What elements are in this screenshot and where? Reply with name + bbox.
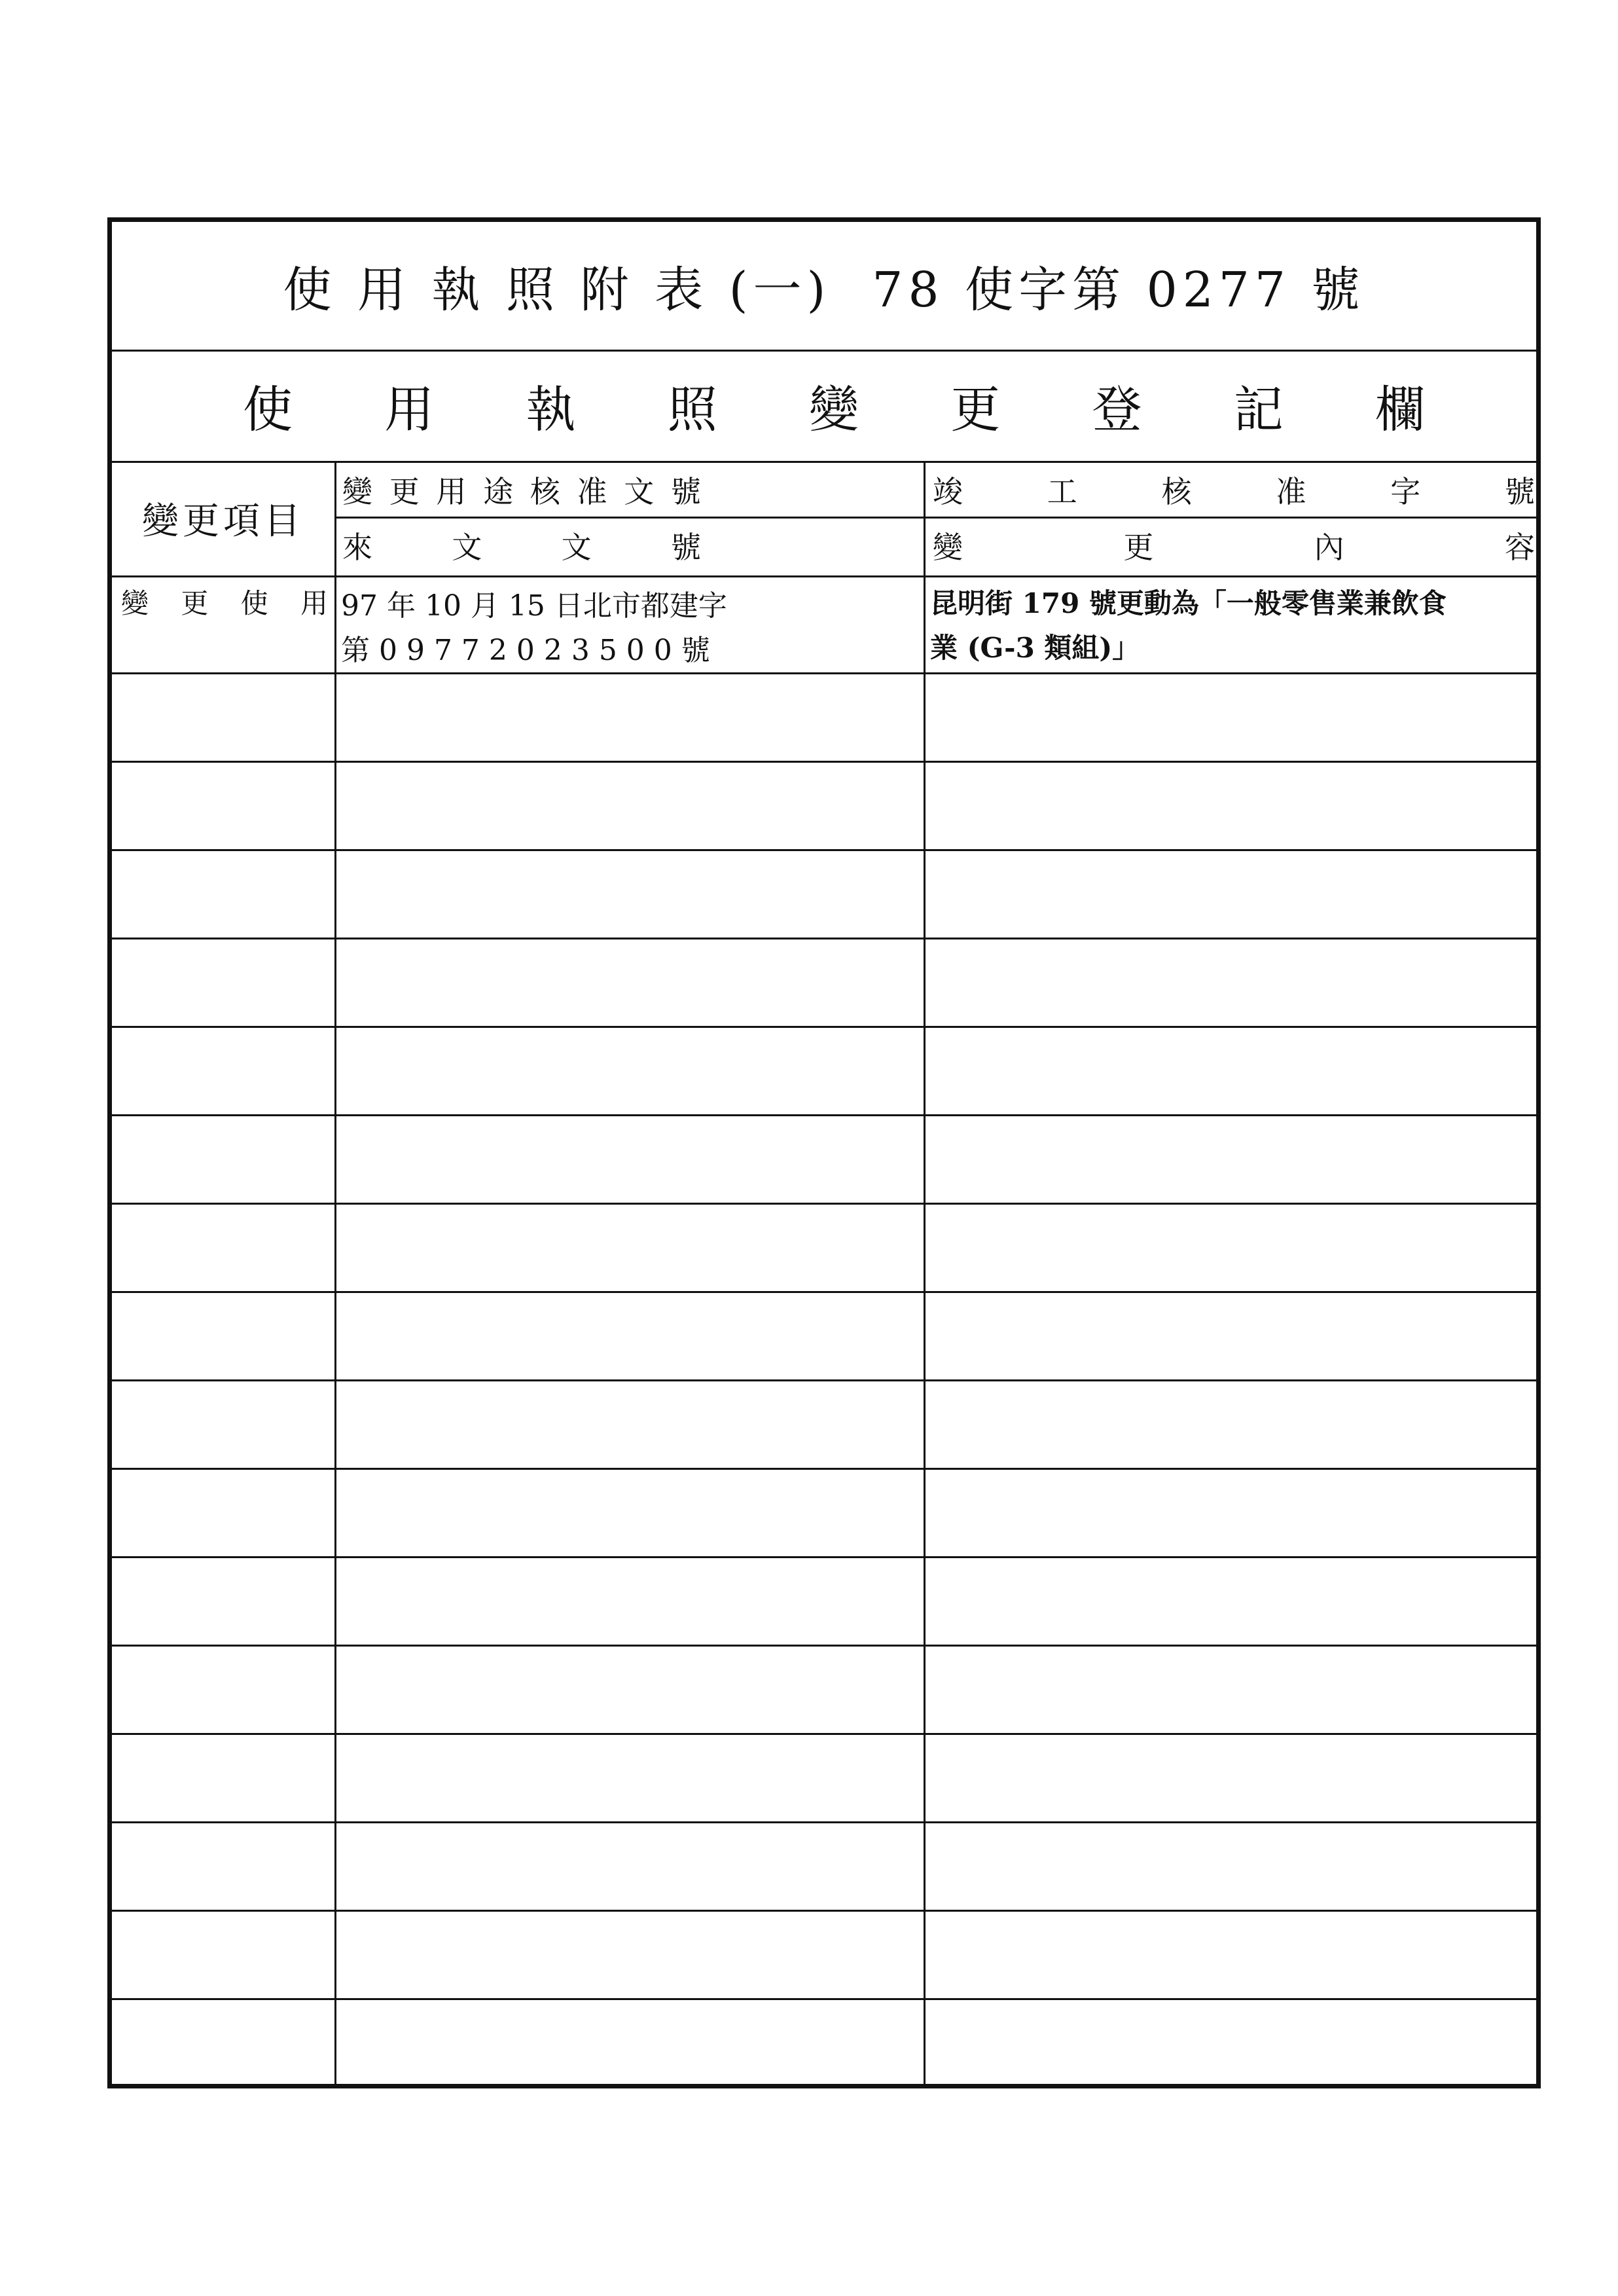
header-char: 途 [483, 474, 514, 509]
entry-content-line-2: 業 (G-3 類組)」 [930, 632, 1140, 664]
header-char: 容 [1504, 530, 1535, 565]
completion-approval-no-header [933, 464, 1535, 515]
header-char: 變 [933, 530, 963, 565]
column-divider [924, 461, 926, 2084]
header-char: 內 [1314, 530, 1344, 565]
row-line [112, 1203, 1536, 1205]
header-char: 號 [670, 474, 701, 509]
section-title-char: 變 [809, 380, 859, 439]
header-char: 變 [342, 474, 372, 509]
header-char: 更 [389, 474, 420, 509]
header-char: 核 [530, 474, 560, 509]
section-title-char: 更 [950, 380, 1001, 439]
row-line [112, 1645, 1536, 1647]
row-line [112, 1910, 1536, 1912]
section-title-char: 照 [667, 380, 717, 439]
usage-license-annex-form [107, 217, 1541, 2088]
section-title-char: 用 [384, 380, 435, 439]
divider [334, 517, 1536, 519]
entry-doc-line-2: 第 0 9 7 7 2 0 2 3 5 0 0 號 [341, 634, 710, 667]
row-line [112, 1468, 1536, 1470]
header-char: 竣 [933, 474, 963, 509]
header-char: 文 [561, 530, 592, 565]
header-char: 來 [342, 530, 372, 565]
header-char: 號 [670, 530, 701, 565]
row-line [112, 1821, 1536, 1823]
header-char: 更 [1123, 530, 1154, 565]
column-divider [334, 461, 336, 2084]
section-title-char: 欄 [1375, 380, 1425, 439]
row-line [112, 1291, 1536, 1293]
incoming-doc-no-header [342, 520, 701, 571]
section-title-char: 記 [1233, 380, 1284, 439]
entry-char: 用 [300, 587, 328, 619]
row-line [112, 849, 1536, 851]
section-title [112, 350, 1536, 461]
header-char: 號 [1504, 474, 1535, 509]
entry-change-item [121, 582, 328, 621]
change-content-header [933, 520, 1535, 571]
header-char: 文 [452, 530, 482, 565]
entry-char: 更 [181, 587, 209, 619]
entry-char: 使 [240, 587, 268, 619]
header-char: 用 [436, 474, 467, 509]
header-char: 字 [1390, 474, 1421, 509]
change-item-header: 變更項目 [142, 500, 304, 543]
section-title-char: 登 [1092, 380, 1142, 439]
row-line [112, 1998, 1536, 2000]
entry-doc-line-1: 97 年 10 月 15 日北市都建字 [341, 589, 727, 623]
row-line [112, 1379, 1536, 1381]
row-line [112, 1026, 1536, 1028]
header-char: 准 [1276, 474, 1306, 509]
approval-doc-no-header [342, 464, 701, 515]
row-line [112, 1733, 1536, 1735]
row-line [112, 761, 1536, 763]
form-title: 使 用 執 照 附 表 (一) 78 使字第 0277 號 [283, 261, 1365, 318]
header-char: 工 [1047, 474, 1077, 509]
row-line [112, 938, 1536, 939]
header-char: 文 [624, 474, 655, 509]
row-line [112, 672, 1536, 674]
section-title-char: 執 [526, 380, 576, 439]
row-line [112, 1114, 1536, 1116]
section-title-char: 使 [243, 380, 293, 439]
header-char: 准 [577, 474, 607, 509]
divider [112, 575, 1536, 577]
entry-content-line-1: 昆明街 179 號更動為「一般零售業兼飲食 [930, 587, 1447, 619]
row-line [112, 1556, 1536, 1558]
entry-char: 變 [121, 587, 149, 619]
header-char: 核 [1161, 474, 1192, 509]
